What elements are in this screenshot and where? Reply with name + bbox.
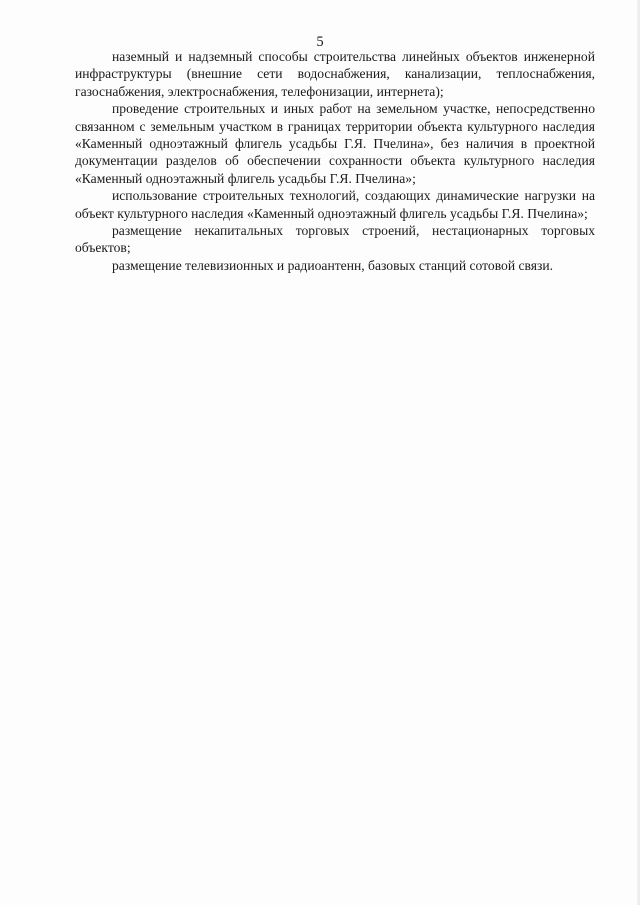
paragraph-engineering-networks: наземный и надземный способы строительства линейных объектов инженерной инфраструктуры (внешние сети водоснабжения, канализации, теплоснабжения, газоснабжения, электроснабжения, телефонизации, интернета); (75, 49, 595, 99)
paragraph-antennas: размещение телевизионных и радиоантенн, базовых станций сотовой связи. (112, 257, 554, 273)
paragraph-construction-works: проведение строительных и иных работ на земельном участке, непосредственно связанном с земельным участком в границах территории объекта культурного наследия «Каменный одноэтажный флигель усадьбы Г.Я. Пчелина», без наличия в проектной документации разделов об обеспечении сохранности объекта культурного наследия «Каменный одноэтажный флигель усадьбы Г.Я. Пчелина»; (75, 101, 595, 186)
paragraph-dynamic-loads: использование строительных технологий, создающих динамические нагрузки на объект культурного наследия «Каменный одноэтажный флигель усадьбы Г.Я. Пчелина»; (75, 188, 595, 221)
document-body (75, 48, 595, 274)
page-number: 5 (316, 34, 324, 50)
paragraph-trade-structures: размещение некапитальных торговых строений, нестационарных торговых объектов; (75, 223, 595, 256)
